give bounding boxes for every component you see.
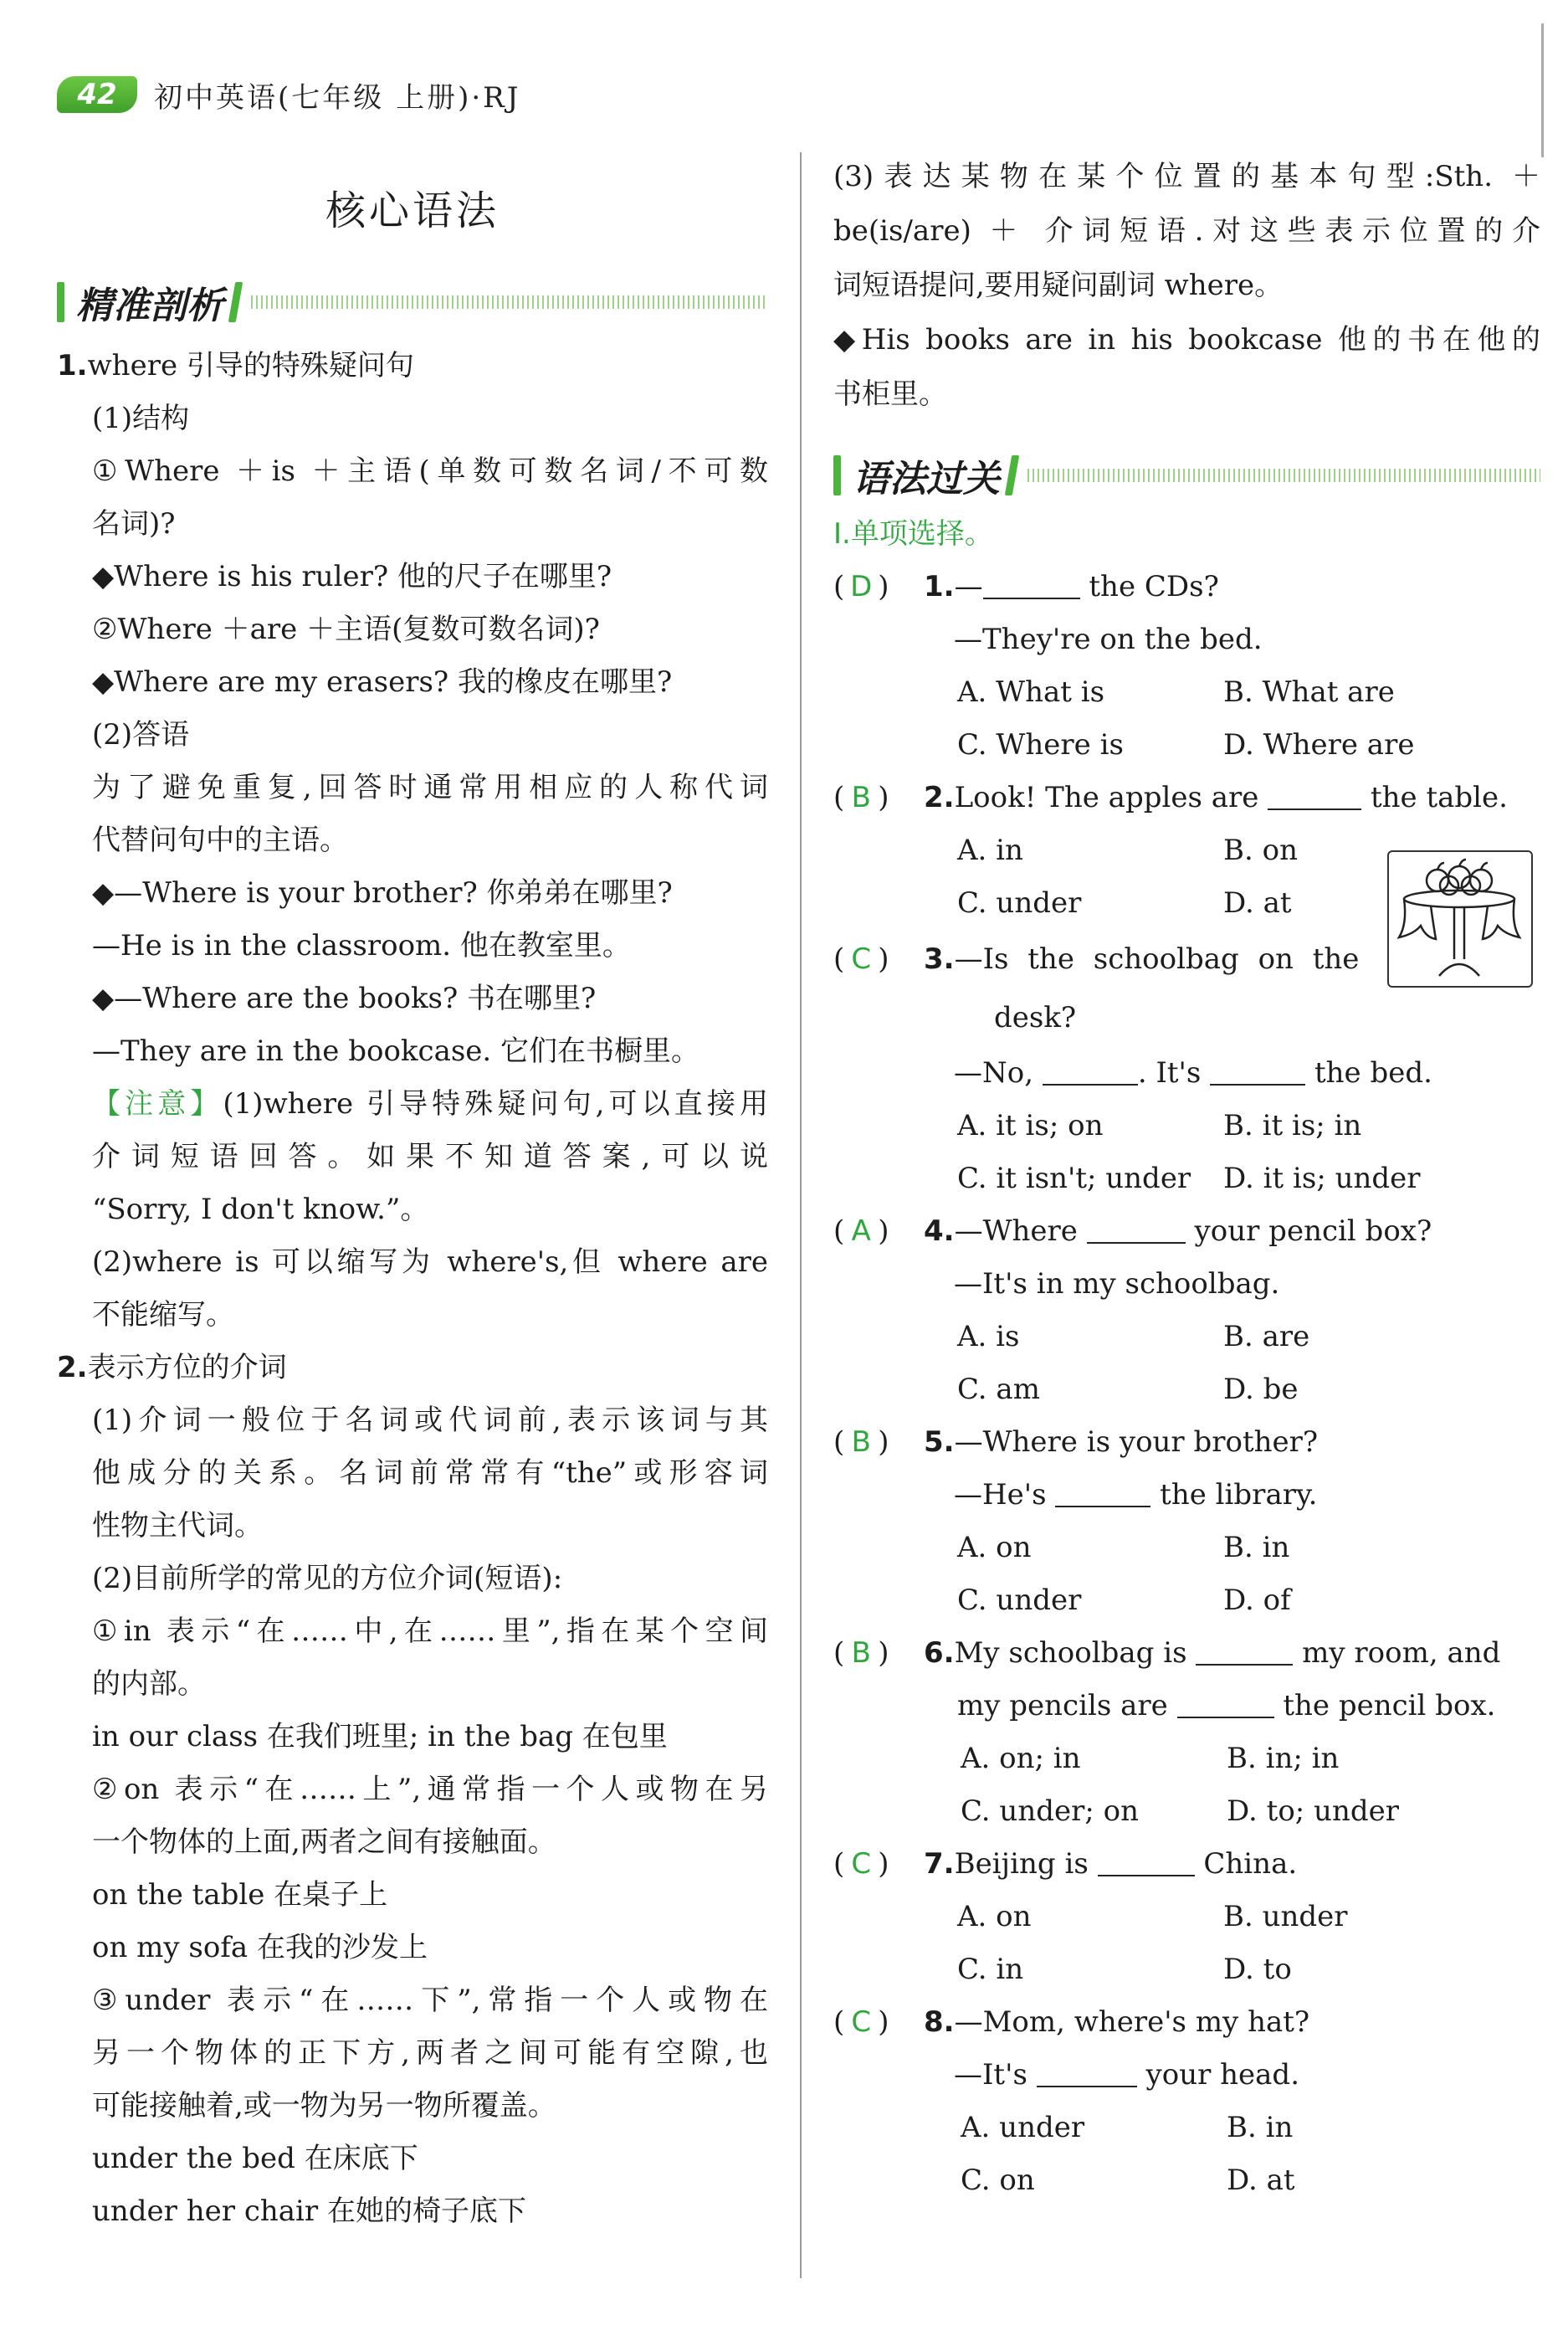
option-d: D. to <box>1223 1953 1292 1986</box>
text-line: under her chair 在她的椅子底下 <box>92 2194 526 2228</box>
answer-letter: D <box>850 570 873 603</box>
text-line: (2)目前所学的常见的方位介词(短语): <box>92 1562 563 1595</box>
text-line: (1)介词一般位于名词或代词前,表示该词与其 <box>92 1404 768 1437</box>
option-b: B. under <box>1223 1900 1348 1933</box>
left-column <box>57 151 768 2238</box>
option-a: A. What is <box>957 675 1105 709</box>
question-number: 3. <box>924 942 955 976</box>
stem-pre: My schoolbag is <box>954 1636 1196 1670</box>
option-b: B. in; in <box>1227 1742 1340 1775</box>
question-number: 2. <box>924 781 955 814</box>
edge-rule <box>1541 23 1544 157</box>
question-line <box>833 1469 1540 1522</box>
options-row <box>833 1732 1540 1785</box>
stem-pre: —Where <box>954 1214 1087 1248</box>
stem-pre: Beijing is <box>954 1847 1098 1881</box>
option-b: B. on <box>1223 834 1298 867</box>
text-line: —He is in the classroom. 他在教室里。 <box>92 929 631 962</box>
line-b: your head. <box>1136 2058 1300 2092</box>
option-a: A. on <box>957 1900 1032 1933</box>
question-5 <box>833 1416 1540 1627</box>
text-line: ②Where ＋are ＋主语(复数可数名词)? <box>92 613 600 646</box>
banner-bar <box>228 282 243 322</box>
question-7 <box>833 1838 1540 1996</box>
text-line: 不能缩写。 <box>92 1298 234 1332</box>
option-c: C. under; on <box>961 1794 1139 1828</box>
options-row <box>833 1785 1540 1838</box>
blank <box>1087 1217 1186 1244</box>
option-c: C. under <box>957 886 1082 920</box>
options-row <box>833 1363 1540 1416</box>
question-number: 8. <box>924 2005 955 2039</box>
option-c: C. in <box>957 1953 1024 1986</box>
line-c: the bed. <box>1305 1056 1432 1090</box>
question-stem <box>833 1205 1540 1258</box>
banner-bar <box>833 455 841 495</box>
stem-text: —Mom, where's my hat? <box>954 2005 1310 2039</box>
option-a: A. is <box>957 1320 1020 1353</box>
note-text: (1)where 引导特殊疑问句,可以直接用 <box>223 1087 768 1121</box>
answer-paren: ( C ) <box>833 930 924 988</box>
text-line: 词短语提问,要用疑问副词 where。 <box>833 269 1284 302</box>
blank <box>1037 2061 1137 2087</box>
stem-text: —Where is your brother? <box>954 1425 1319 1459</box>
text-line: ①in 表示“在……中,在……里”,指在某个空间 <box>92 1614 768 1648</box>
question-1 <box>833 561 1540 772</box>
text-line: on the table 在桌子上 <box>92 1878 388 1912</box>
line-a: —He's <box>954 1478 1056 1512</box>
blank <box>1177 1691 1274 1718</box>
option-d: D. Where are <box>1223 728 1415 762</box>
text-line: (3)表达某物在某个位置的基本句型:Sth. ＋ <box>833 160 1540 193</box>
banner-label: 语法过关 <box>853 458 1000 500</box>
text-line: under the bed 在床底下 <box>92 2142 418 2175</box>
text-line: ◆His books are in his bookcase 他的书在他的 <box>833 323 1540 357</box>
text-line: in our class 在我们班里; in the bag 在包里 <box>92 1720 668 1753</box>
question-number: 5. <box>924 1425 955 1459</box>
text-line: 的内部。 <box>92 1667 206 1701</box>
stem-post: the table. <box>1361 781 1508 814</box>
answer-paren: ( B ) <box>833 772 924 824</box>
option-b: B. in <box>1227 2111 1294 2144</box>
text-line: 介词短语回答。如果不知道答案,可以说 <box>92 1140 768 1173</box>
answer-paren: ( A ) <box>833 1205 924 1258</box>
question-number: 6. <box>924 1636 955 1670</box>
text-line: ◆Where is his ruler? 他的尺子在哪里? <box>92 560 612 593</box>
question-stem <box>833 1416 1540 1469</box>
text-line: —They are in the bookcase. 它们在书橱里。 <box>92 1034 700 1068</box>
question-number: 7. <box>924 1847 955 1881</box>
answer-letter: B <box>851 1636 871 1670</box>
text-line: (2)where is 可以缩写为 where's,但 where are <box>92 1245 768 1279</box>
question-8 <box>833 1996 1540 2207</box>
text-line: (1)结构 <box>92 402 190 435</box>
heading-1: 1.where 引导的特殊疑问句 <box>57 349 414 382</box>
option-c: C. am <box>957 1373 1040 1406</box>
question-line: —They're on the bed. <box>954 623 1263 656</box>
line-a: my pencils are <box>957 1689 1177 1722</box>
text-line: “Sorry, I don't know.”。 <box>92 1193 429 1226</box>
text-line: ◆—Where is your brother? 你弟弟在哪里? <box>92 876 673 910</box>
option-d: D. at <box>1223 886 1292 920</box>
line-b: . It's <box>1137 1056 1211 1090</box>
line-a: —It's <box>954 2058 1037 2092</box>
options-row <box>833 1943 1540 1996</box>
option-a: A. under <box>961 2111 1085 2144</box>
heading-2: 2.表示方位的介词 <box>57 1351 287 1384</box>
option-b: B. are <box>1223 1320 1310 1353</box>
text-line: ◆Where are my erasers? 我的橡皮在哪里? <box>92 665 673 699</box>
answer-paren: ( D ) <box>833 561 924 613</box>
text-line: 性物主代词。 <box>92 1509 263 1543</box>
text-line: 名词)? <box>92 507 176 541</box>
blank <box>1098 1850 1195 1876</box>
question-stem <box>833 1996 1540 2049</box>
text-line: 另一个物体的正下方,两者之间可能有空隙,也 <box>92 2036 768 2070</box>
blank <box>1268 783 1361 810</box>
blank <box>1196 1639 1293 1666</box>
text-line: 为了避免重复,回答时通常用相应的人称代词 <box>92 771 768 804</box>
question-line: desk? <box>994 1001 1077 1034</box>
banner-bar <box>1005 455 1019 495</box>
blank <box>1210 1059 1305 1086</box>
stem-text: —Is the schoolbag on the <box>954 942 1360 976</box>
column-divider <box>800 152 802 2278</box>
options-row <box>833 666 1540 719</box>
option-d: D. to; under <box>1227 1794 1399 1828</box>
question-4 <box>833 1205 1540 1416</box>
line-b: the pencil box. <box>1273 1689 1496 1722</box>
text-line: 代替问句中的主语。 <box>92 824 348 857</box>
stem-post: your pencil box? <box>1185 1214 1432 1248</box>
question-stem <box>833 1627 1540 1680</box>
heading-2-text: 表示方位的介词 <box>87 1351 287 1384</box>
table-with-apples-illustration <box>1389 852 1531 986</box>
question-number: 4. <box>924 1214 955 1248</box>
answer-paren: ( B ) <box>833 1627 924 1680</box>
option-d: D. at <box>1227 2164 1295 2197</box>
line-a: —No, <box>954 1056 1043 1090</box>
option-a: A. in <box>957 834 1023 867</box>
banner-dots <box>1027 469 1540 482</box>
page-number: 42 <box>57 76 137 113</box>
line-b: the library. <box>1150 1478 1318 1512</box>
question-line <box>833 1047 1540 1100</box>
heading-1-text: where 引导的特殊疑问句 <box>87 349 414 382</box>
option-c: C. Where is <box>957 728 1124 762</box>
question-stem <box>833 1838 1540 1891</box>
options-row <box>833 1152 1540 1205</box>
blank <box>1043 1059 1138 1086</box>
question-line <box>833 2049 1540 2102</box>
answer-paren: ( B ) <box>833 1416 924 1469</box>
answer-letter: B <box>851 781 871 814</box>
blank <box>1055 1481 1150 1507</box>
banner-practice <box>833 449 1540 501</box>
option-a: A. it is; on <box>957 1109 1104 1142</box>
option-c: C. under <box>957 1584 1082 1617</box>
text-line: 他成分的关系。名词前常常有“the”或形容词 <box>92 1456 768 1490</box>
option-d: D. it is; under <box>1223 1162 1421 1195</box>
note-line <box>57 1078 768 1131</box>
table-with-apples-icon <box>1387 850 1533 988</box>
options-row <box>833 1311 1540 1363</box>
text-line: 书柜里。 <box>833 377 947 411</box>
text-line: ③under 表示“在……下”,常指一个人或物在 <box>92 1984 768 2017</box>
answer-letter: C <box>851 942 872 976</box>
options-row <box>833 1522 1540 1574</box>
stem-post: my room, and <box>1293 1636 1501 1670</box>
option-b: B. What are <box>1223 675 1395 709</box>
options-row <box>833 2154 1540 2207</box>
answer-letter: C <box>851 1847 872 1881</box>
stem-post: China. <box>1194 1847 1298 1881</box>
options-row <box>833 2102 1540 2154</box>
text-line: ②on 表示“在……上”,通常指一个人或物在另 <box>92 1773 768 1806</box>
answer-paren: ( C ) <box>833 1838 924 1891</box>
exercise-title: Ⅰ.单项选择。 <box>833 517 993 551</box>
section-title: 核心语法 <box>325 187 500 234</box>
question-stem <box>833 772 1540 824</box>
text-line: be(is/are) ＋ 介词短语.对这些表示位置的介 <box>833 214 1540 248</box>
grammar-notes <box>57 340 768 2238</box>
option-c: C. on <box>961 2164 1035 2197</box>
answer-letter: B <box>851 1425 871 1459</box>
question-6 <box>833 1627 1540 1838</box>
option-d: D. of <box>1223 1584 1291 1617</box>
note-label: 【注意】 <box>92 1087 223 1121</box>
question-stem <box>833 561 1540 613</box>
banner-bar <box>57 282 64 322</box>
answer-letter: C <box>851 2005 872 2039</box>
stem-post: the CDs? <box>1079 570 1219 603</box>
text-line: 可能接触着,或一物为另一物所覆盖。 <box>92 2089 556 2123</box>
blank <box>983 572 1080 599</box>
options-row <box>833 1891 1540 1943</box>
banner-analysis <box>57 276 768 328</box>
options-row <box>833 1574 1540 1627</box>
text-line: ◆—Where are the books? 书在哪里? <box>92 982 597 1015</box>
text-line: 一个物体的上面,两者之间有接触面。 <box>92 1825 556 1859</box>
banner-dots <box>251 295 768 309</box>
answer-letter: A <box>851 1214 871 1248</box>
text-line: (2)答语 <box>92 718 190 752</box>
text-line: ①Where ＋is ＋主语(单数可数名词/不可数 <box>92 454 768 488</box>
option-c: C. it isn't; under <box>957 1162 1191 1195</box>
banner-label: 精准剖析 <box>76 285 223 327</box>
book-title: 初中英语(七年级 上册)·RJ <box>154 80 521 115</box>
stem-pre: — <box>954 570 983 603</box>
question-line <box>833 1680 1540 1732</box>
option-a: A. on <box>957 1531 1032 1564</box>
option-b: B. it is; in <box>1223 1109 1362 1142</box>
page-header <box>57 74 520 115</box>
question-line: —It's in my schoolbag. <box>954 1267 1280 1301</box>
text-line: on my sofa 在我的沙发上 <box>92 1931 428 1964</box>
right-column <box>833 151 1540 2207</box>
question-number: 1. <box>924 570 955 603</box>
answer-paren: ( C ) <box>833 1996 924 2049</box>
option-a: A. on; in <box>961 1742 1081 1775</box>
stem-pre: Look! The apples are <box>954 781 1268 814</box>
option-d: D. be <box>1223 1373 1299 1406</box>
options-row <box>833 1100 1540 1152</box>
options-row <box>833 719 1540 772</box>
option-b: B. in <box>1223 1531 1290 1564</box>
